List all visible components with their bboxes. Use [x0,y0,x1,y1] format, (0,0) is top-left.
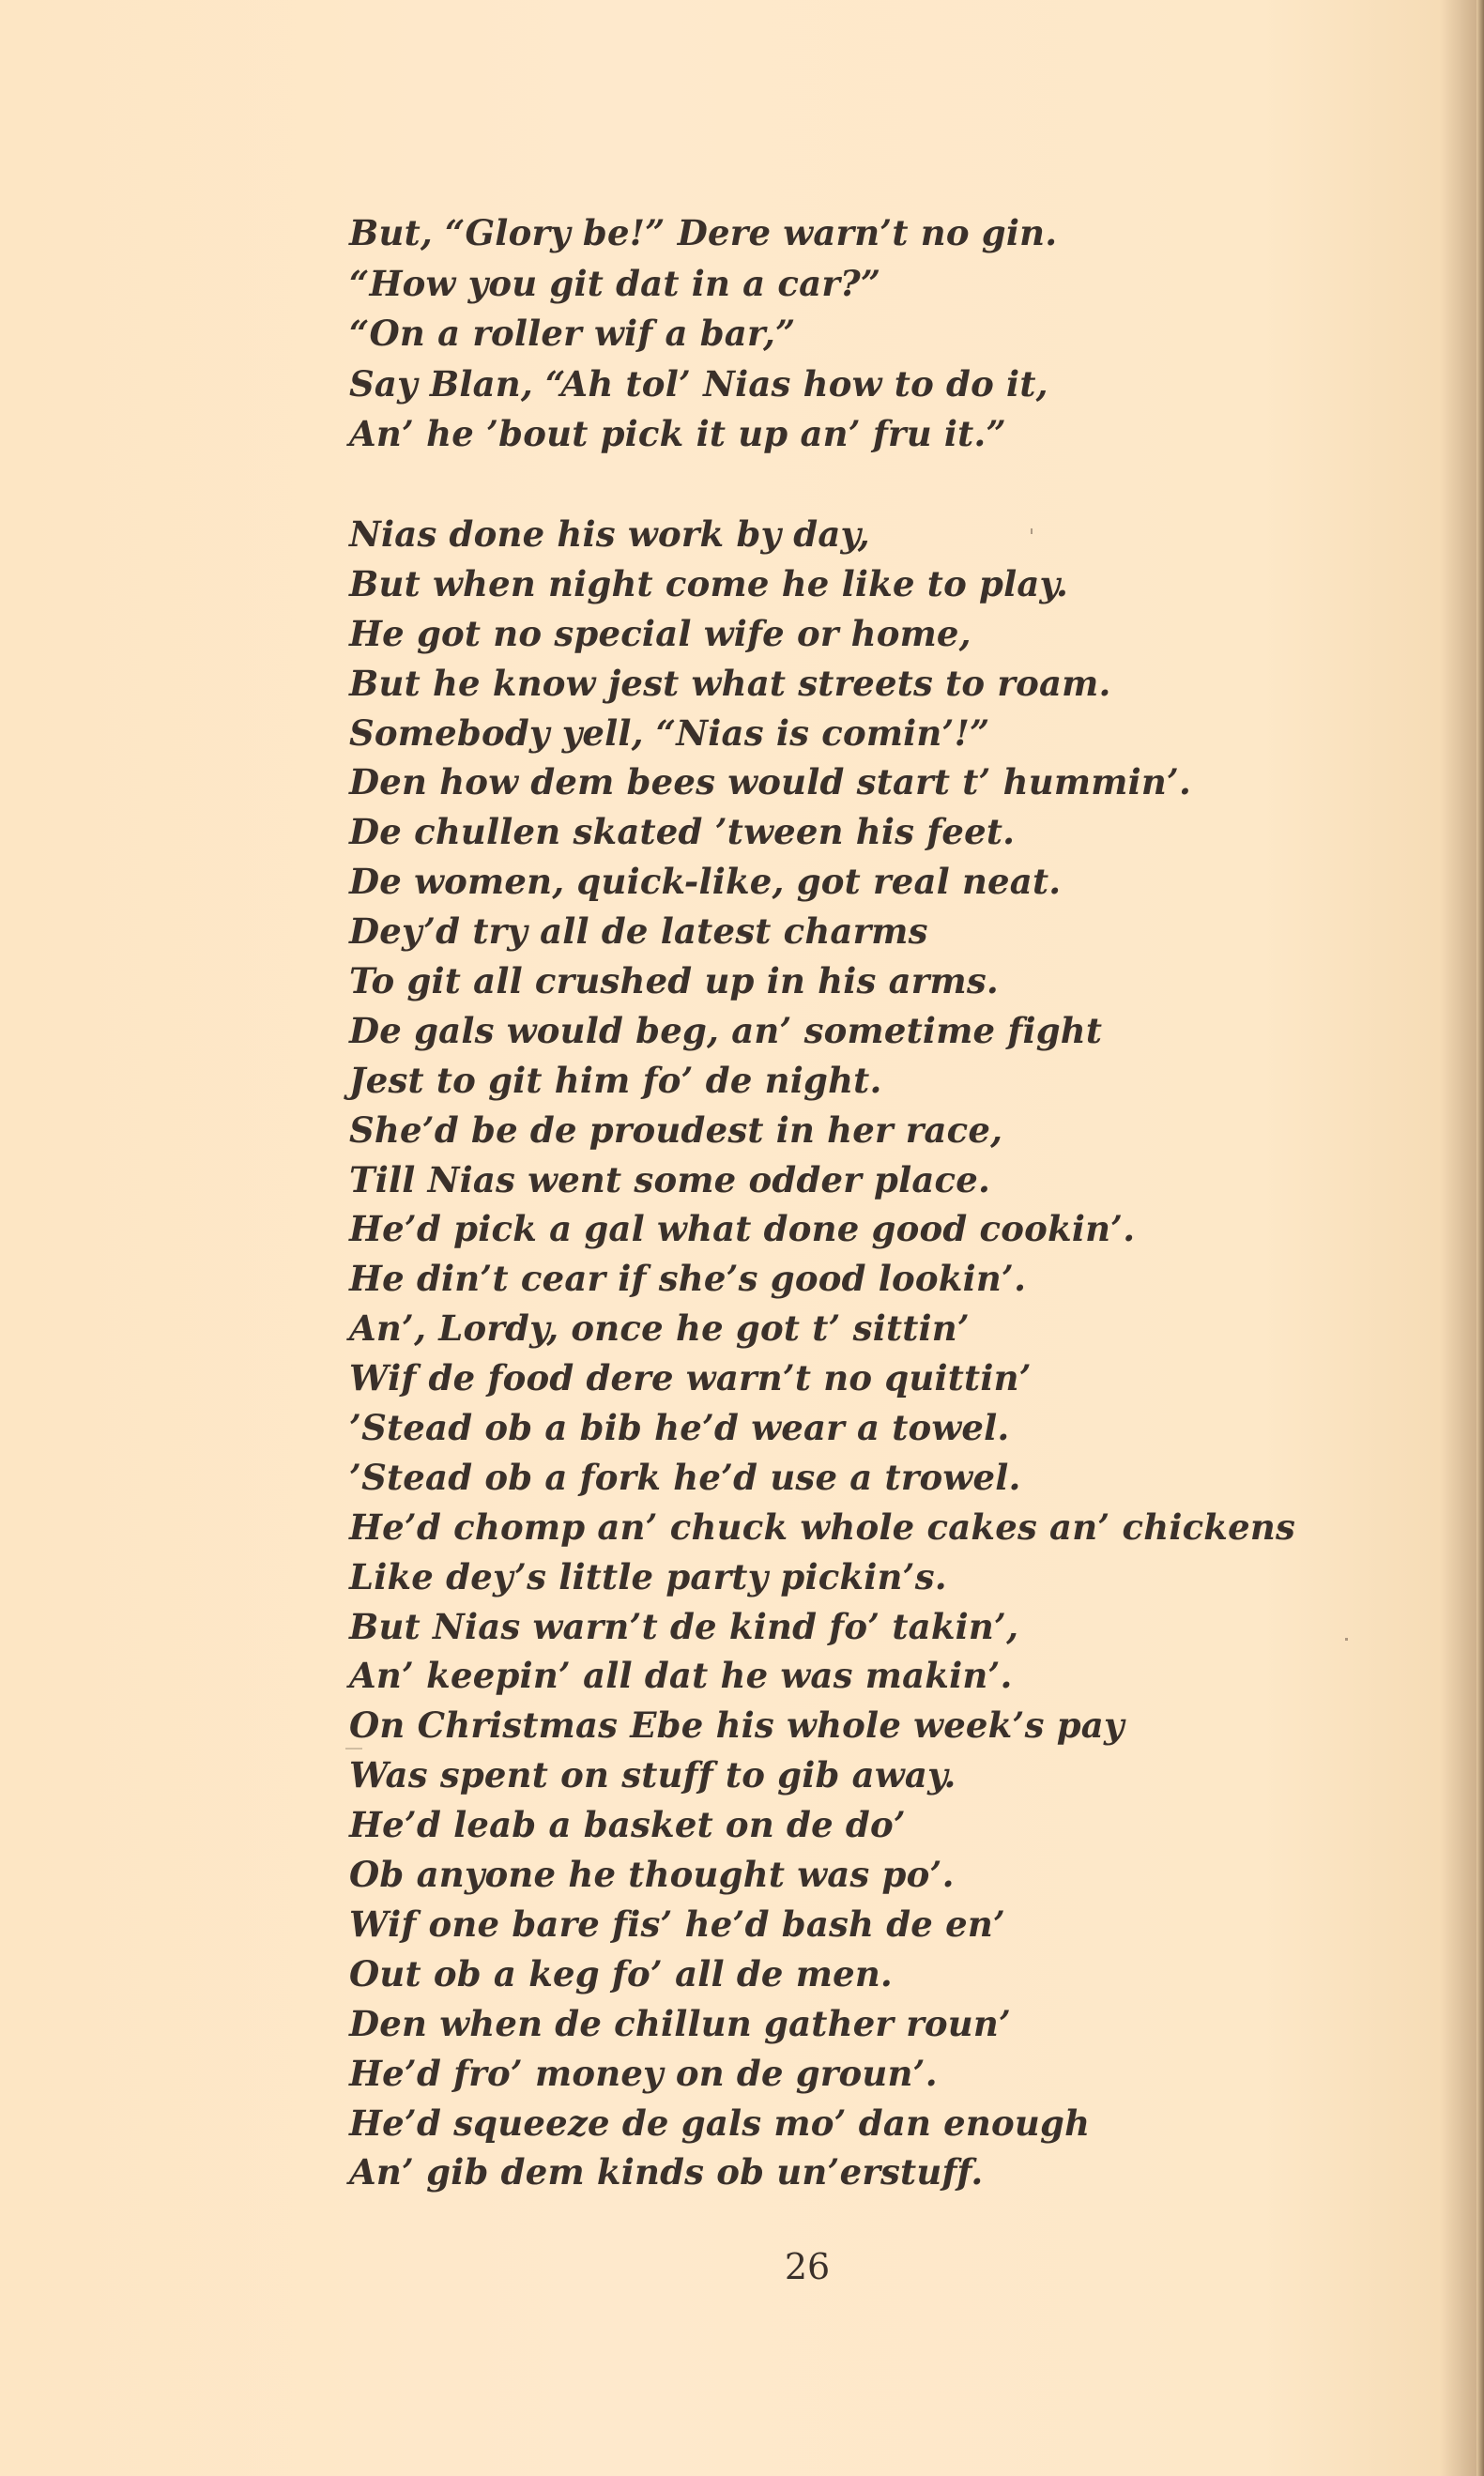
ink-speck [1345,1638,1348,1641]
poem-line: Jest to git him fo’ de night. [349,1059,882,1101]
poem-line: Den how dem bees would start t’ hummin’. [349,761,1192,803]
poem-line: “How you git dat in a car?” [349,262,881,304]
poem-line: Till Nias went some odder place. [349,1158,991,1200]
poem-line: De gals would beg, an’ sometime fight [349,1009,1103,1051]
poem-line: On Christmas Ebe his whole week’s pay [349,1704,1124,1747]
poem-line: But, “Glory be!” Dere warn’t no gin. [349,212,1058,253]
poem-line: Nias done his work by day, [349,513,870,555]
poem-line: He’d chomp an’ chuck whole cakes an’ chickens [349,1505,1296,1548]
poem-line: Was spent on stuff to gib away. [349,1754,956,1796]
poem-line: Dey’d try all de latest charms [349,910,928,953]
stanza-1 [349,208,1057,460]
poem-line: Wif de food dere warn’t no quittin’ [349,1357,1032,1399]
stanza-2 [349,510,1295,2197]
poem-line: Out ob a keg fo’ all de men. [349,1952,894,1995]
poem-line: He din’t cear if she’s good lookin’. [349,1258,1027,1300]
poem-line: ’Stead ob a fork he’d use a trowel. [349,1456,1021,1498]
poem-line: Den when de chillun gather roun’ [349,2002,1012,2044]
poem-line: An’ gib dem kinds ob un’erstuff. [349,2151,984,2193]
poem-line: Say Blan, “Ah tol’ Nias how to do it, [349,362,1048,405]
poem-line: To git all crushed up in his arms. [349,960,999,1002]
poem-line: He got no special wife or home, [349,612,971,654]
ink-speck [1031,528,1033,534]
poem-line: An’ he ’bout pick it up an’ fru it.” [349,413,1006,454]
poem-line: He’d fro’ money on de groun’. [349,2052,938,2094]
page-number: 26 [784,2246,831,2287]
poem-line: An’, Lordy, once he got t’ sittin’ [349,1307,970,1350]
page-edge-shadow [1476,0,1484,2476]
poem-line: Somebody yell, “Nias is comin’!” [349,711,990,754]
poem-line: He’d pick a gal what done good cookin’. [349,1208,1136,1250]
poem-line: Wif one bare fis’ he’d bash de en’ [349,1903,1006,1945]
poem-line: An’ keepin’ all dat he was makin’. [349,1655,1013,1697]
poem-line: But Nias warn’t de kind fo’ takin’, [349,1605,1019,1647]
poem-line: “On a roller wif a bar,” [349,313,796,354]
poem-line: De women, quick-like, got real neat. [349,861,1062,903]
poem-line: Ob anyone he thought was po’. [349,1854,955,1896]
poem-line: Like dey’s little party pickin’s. [349,1555,947,1597]
poem-line: De chullen skated ’tween his feet. [349,811,1016,853]
poem-line: ’Stead ob a bib he’d wear a towel. [349,1407,1010,1449]
poem-line: But he know jest what streets to roam. [349,662,1111,704]
poem-line: He’d leab a basket on de do’ [349,1804,906,1846]
ink-speck [345,1748,362,1750]
poem-line: He’d squeeze de gals mo’ dan enough [349,2102,1091,2144]
poem-line: She’d be de proudest in her race, [349,1108,1003,1151]
poem-line: But when night come he like to play. [349,562,1069,604]
